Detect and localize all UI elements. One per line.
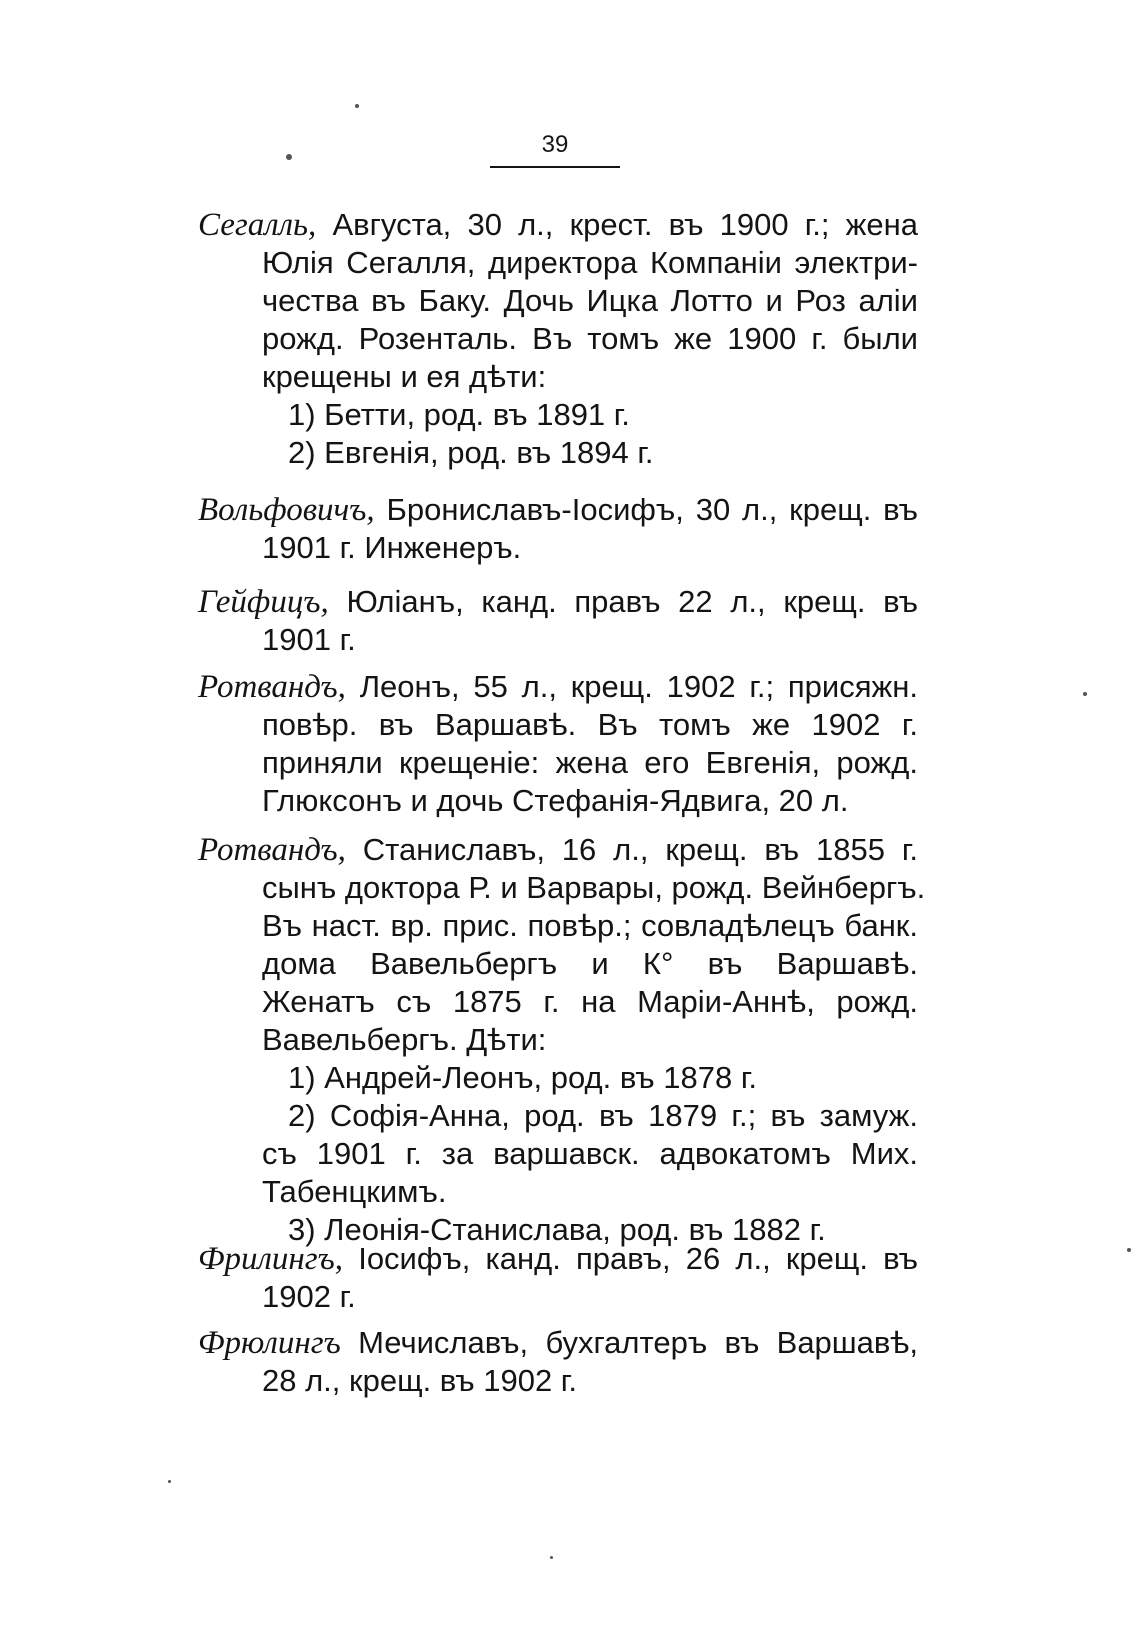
- entry-first-line: [198, 583, 918, 621]
- entry-text-line: приняли крещеніе: жена его Евгенія, рожд.: [262, 745, 918, 780]
- entry-first-line: [198, 491, 918, 529]
- scan-speck: [550, 1556, 553, 1559]
- entry-text-line: 28 л., крещ. въ 1902 г.: [262, 1363, 577, 1398]
- child-line: 3) Леонія-Станислава, род. въ 1882 г.: [288, 1212, 826, 1247]
- entry-text-line: Станиславъ, 16 л., крещ. въ 1855 г.: [362, 832, 918, 867]
- entry-first-line: [198, 1240, 918, 1278]
- scan-speck: [1127, 1248, 1131, 1252]
- child-line: 2) Евгенія, род. въ 1894 г.: [288, 435, 654, 470]
- entry-text-line: Юлія Сегалля, директора Компаніи электри-: [262, 245, 918, 280]
- entry-text-line: Леонъ, 55 л., крещ. 1902 г.; присяжн.: [359, 669, 918, 704]
- entry-first-line: [198, 206, 918, 244]
- child-line: 1) Бетти, род. въ 1891 г.: [288, 397, 630, 432]
- entry-wolfowicz: [198, 491, 918, 567]
- entry-text-line: чества въ Баку. Дочь Ицка Лотто и Роз аліи: [262, 283, 918, 318]
- entry-text-line: Вавельбергъ. Дѣти:: [262, 1022, 547, 1057]
- entry-surname: Гейфицъ,: [198, 584, 329, 620]
- entry-text-line: Женатъ съ 1875 г. на Маріи-Аннѣ, рожд.: [262, 984, 918, 1019]
- entry-surname: Сегалль,: [198, 207, 317, 243]
- entry-text-line: Въ наст. вр. прис. повѣр.; совладѣлецъ банк.: [262, 908, 918, 943]
- entry-first-line: [198, 1324, 918, 1362]
- page-number: 39: [541, 131, 569, 158]
- child-line: 2) Софія-Анна, род. въ 1879 г.; въ замуж.: [288, 1098, 918, 1133]
- entry-text-line: 1902 г.: [262, 1279, 356, 1314]
- entry-text-line: повѣр. въ Варшавѣ. Въ томъ же 1902 г.: [262, 707, 918, 742]
- entry-text-line: Іосифъ, канд. правъ, 26 л., крещ. въ: [358, 1241, 918, 1276]
- entry-text-line: Юліанъ, канд. правъ 22 л., крещ. въ: [346, 584, 918, 619]
- entry-frilling: [198, 1240, 918, 1316]
- entry-text-line: крещены и ея дѣти:: [262, 359, 547, 394]
- entry-text-line: Глюксонъ и дочь Стефанія-Ядвига, 20 л.: [262, 783, 849, 818]
- entry-geyfits: [198, 583, 918, 659]
- entry-surname: Фрилингъ,: [198, 1241, 344, 1277]
- scan-speck: [286, 154, 292, 160]
- entry-text-line: дома Вавельбергъ и К° въ Варшавѣ.: [262, 946, 918, 981]
- entry-surname: Фрюлингъ: [198, 1325, 341, 1361]
- entry-first-line: [198, 831, 918, 869]
- entry-text-line: 1901 г.: [262, 622, 356, 657]
- scan-speck: [355, 104, 359, 108]
- entry-surname: Ротвандъ,: [198, 669, 346, 705]
- entry-surname: Вольфовичъ,: [198, 492, 375, 528]
- entry-text-line: рожд. Розенталь. Въ томъ же 1900 г. были: [262, 321, 918, 356]
- entry-segall: [198, 206, 918, 472]
- entry-surname: Ротвандъ,: [198, 832, 346, 868]
- entry-text-line: сынъ доктора Р. и Варвары, рожд. Вейнбергъ.: [262, 870, 926, 905]
- entry-text-line: Брониславъ-Іосифъ, 30 л., крещ. въ: [386, 492, 918, 527]
- entry-text-line: Мечиславъ, бухгалтеръ въ Варшавѣ,: [358, 1325, 918, 1360]
- child-line: Табенцкимъ.: [262, 1174, 447, 1209]
- child-line: съ 1901 г. за варшавск. адвокатомъ Мих.: [262, 1136, 918, 1171]
- entry-rotwand-stanislaw: [198, 831, 926, 1249]
- child-line: 1) Андрей-Леонъ, род. въ 1878 г.: [288, 1060, 757, 1095]
- entry-first-line: [198, 668, 918, 706]
- entry-text-line: Августа, 30 л., крест. въ 1900 г.; жена: [332, 207, 918, 242]
- scan-speck: [1083, 692, 1087, 696]
- entry-text-line: 1901 г. Инженеръ.: [262, 530, 522, 565]
- entry-fruhling: [198, 1324, 918, 1400]
- page-number-rule: [490, 166, 620, 168]
- scan-speck: [168, 1480, 171, 1483]
- entry-rotwand-leon: [198, 668, 918, 820]
